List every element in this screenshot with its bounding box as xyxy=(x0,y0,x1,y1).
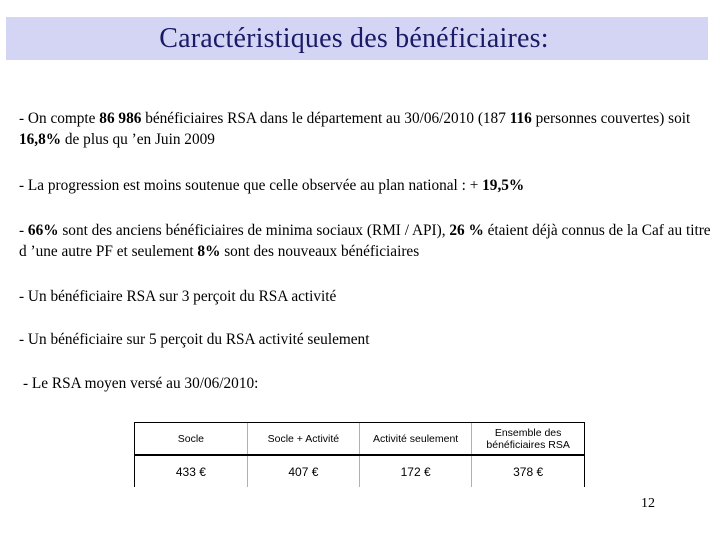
value-activite-seulement: 172 € xyxy=(360,455,472,487)
value-socle: 433 € xyxy=(175,464,206,479)
highlight-national: 19,5% xyxy=(482,177,525,194)
text-segment: - xyxy=(19,222,28,239)
paragraph-average-rsa: - Le RSA moyen versé au 30/06/2010: xyxy=(23,375,259,392)
highlight-former-minima: 66% xyxy=(27,222,59,239)
text-segment: sont des nouveaux bénéficiaires xyxy=(220,243,420,260)
table-header-row xyxy=(135,423,584,455)
paragraph-one-in-three: - Un bénéficiaire RSA sur 3 perçoit du RSA activité xyxy=(19,288,337,305)
header-socle: Socle xyxy=(135,423,247,455)
text-segment: de plus qu ’en Juin 2009 xyxy=(61,131,215,148)
highlight-known-caf: 26 % xyxy=(449,222,484,239)
highlight-beneficiaries: 86 986 xyxy=(99,110,142,127)
text-segment: personnes couvertes) soit xyxy=(531,110,691,127)
text-segment: - La progression est moins soutenue que celle observée au plan national : + xyxy=(19,177,483,194)
table-row xyxy=(135,455,584,487)
highlight-persons: 116 xyxy=(509,110,532,127)
text-segment: sont des anciens bénéficiaires de minima sociaux (RMI / API), xyxy=(58,222,450,239)
paragraph-origin xyxy=(19,220,713,262)
highlight-new: 8% xyxy=(197,243,221,260)
paragraph-progression xyxy=(19,175,713,196)
header-socle-activite: Socle + Activité xyxy=(247,423,359,455)
highlight-increase: 16,8% xyxy=(19,131,62,148)
page-number: 12 xyxy=(641,496,655,511)
paragraph-beneficiary-count xyxy=(19,108,713,150)
average-rsa-table xyxy=(134,422,585,487)
title-bar xyxy=(6,17,708,60)
text-segment: - On compte xyxy=(19,110,100,127)
paragraph-one-in-five: - Un bénéficiaire sur 5 perçoit du RSA activité seulement xyxy=(19,331,370,348)
value-ensemble: 378 € xyxy=(472,455,584,487)
header-ensemble-label: Ensemble des bénéficiaires RSA xyxy=(486,426,570,451)
header-activite-seulement: Activité seulement xyxy=(360,423,472,455)
slide-title: Caractéristiques des bénéficiaires: xyxy=(159,22,549,54)
text-segment: étaient déjà connus de la Caf au titre d ’une autre PF et seulement xyxy=(19,222,711,260)
value-socle-activite: 407 € xyxy=(247,455,359,487)
header-ensemble xyxy=(472,423,584,455)
text-segment: bénéficiaires RSA dans le département au 30/06/2010 (187 xyxy=(141,110,510,127)
